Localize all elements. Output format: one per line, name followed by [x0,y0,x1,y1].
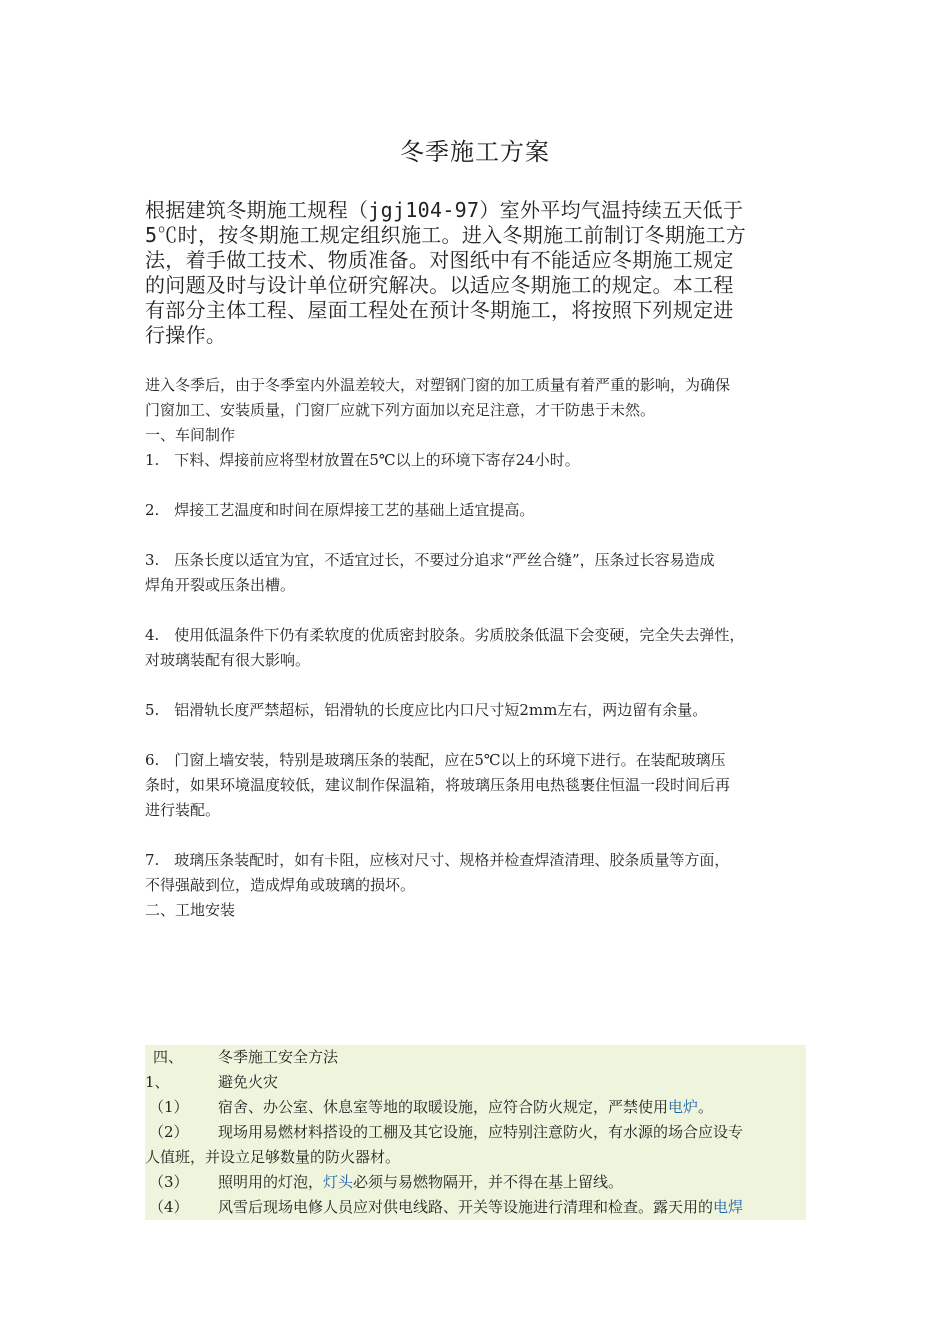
intro-line: 行操作。 [145,323,227,347]
safety-rule-2-cont [145,1145,806,1170]
list-item-3-cont: 焊角开裂或压条出槽。 [145,576,296,594]
para-line: 进入冬季后，由于冬季室内外温差较大，对塑钢门窗的加工质量有着严重的影响，为确保 [145,376,731,394]
list-item-2: 2. 焊接工艺温度和时间在原焊接工艺的基础上适宜提高。 [145,501,535,519]
list-item-5: 5. 铝滑轨长度严禁超标，铝滑轨的长度应比内口尺寸短2mm左右，两边留有余量。 [145,701,708,719]
safety-rule-1 [145,1095,806,1120]
safety-heading-text: 冬季施工安全方法 [218,1048,339,1066]
rule-text: 照明用的灯泡， [218,1173,324,1191]
list-item-7: 7. 玻璃压条装配时，如有卡阻，应核对尺寸、规格并检查焊渣清理、胶条质量等方面， [145,851,730,869]
safety-heading [145,1045,806,1070]
rule-num: （3） [149,1173,189,1191]
safety-subheading [145,1070,806,1095]
intro-line: 有部分主体工程、屋面工程处在预计冬期施工，将按照下列规定进 [145,298,734,322]
intro-line: 5℃时，按冬期施工规定组织施工。进入冬期施工前制订冬期施工方 [145,223,747,247]
safety-heading-num: 四、 [153,1048,184,1066]
para-line: 门窗加工、安装质量，门窗厂应就下列方面加以充足注意，才干防患于未然。 [145,401,656,419]
rule-text: 现场用易燃材料搭设的工棚及其它设施，应特别注意防火，有水源的场合应设专 [218,1123,744,1141]
link-electric-stove[interactable]: 电炉 [668,1098,699,1116]
list-item-6: 6. 门窗上墙安装，特别是玻璃压条的装配，应在5℃以上的环境下进行。在装配玻璃压 [145,751,726,769]
intro-paragraph [145,198,810,348]
intro-line: 根据建筑冬期施工规程（jgj104-97）室外平均气温持续五天低于 [145,198,744,222]
rule-end: 。 [698,1098,714,1116]
page-title: 冬季施工方案 [400,138,550,166]
safety-sub-text: 避免火灾 [218,1073,279,1091]
list-item-4: 4. 使用低温条件下仍有柔软度的优质密封胶条。劣质胶条低温下会变硬，完全失去弹性， [145,626,745,644]
link-lamp-holder[interactable]: 灯头 [323,1173,354,1191]
section-heading-site: 二、工地安装 [145,901,236,919]
body-section [145,373,810,923]
safety-section [145,1045,806,1220]
rule-num: （1） [149,1098,189,1116]
intro-line: 的问题及时与设计单位研究解决。以适应冬期施工的规定。本工程 [145,273,734,297]
section-heading-workshop: 一、车间制作 [145,426,236,444]
rule-text: 风雪后现场电修人员应对供电线路、开关等设施进行清理和检查。露天用的 [218,1198,714,1216]
list-item-7-cont: 不得强敲到位，造成焊角或玻璃的损坏。 [145,876,416,894]
rule-text-cont: 人值班，并设立足够数量的防火器材。 [145,1148,401,1166]
safety-rule-4 [145,1195,806,1220]
list-item-6-cont: 进行装配。 [145,801,221,819]
link-welding[interactable]: 电焊 [713,1198,744,1216]
safety-sub-num: 1、 [145,1073,170,1091]
intro-line: 法，着手做工技术、物质准备。对图纸中有不能适应冬期施工规定 [145,248,734,272]
safety-rule-2 [145,1120,806,1145]
rule-num: （2） [149,1123,189,1141]
list-item-3: 3. 压条长度以适宜为宜，不适宜过长，不要过分追求“严丝合缝”，压条过长容易造成 [145,551,715,569]
list-item-1: 1. 下料、焊接前应将型材放置在5℃以上的环境下寄存24小时。 [145,451,580,469]
safety-rule-3 [145,1170,806,1195]
rule-num: （4） [149,1198,189,1216]
list-item-6-cont: 条时，如果环境温度较低，建议制作保温箱，将玻璃压条用电热毯裹住恒温一段时间后再 [145,776,731,794]
rule-text: 必须与易燃物隔开，并不得在基上留线。 [353,1173,624,1191]
rule-text: 宿舍、办公室、休息室等地的取暖设施，应符合防火规定，严禁使用 [218,1098,669,1116]
list-item-4-cont: 对玻璃装配有很大影响。 [145,651,311,669]
